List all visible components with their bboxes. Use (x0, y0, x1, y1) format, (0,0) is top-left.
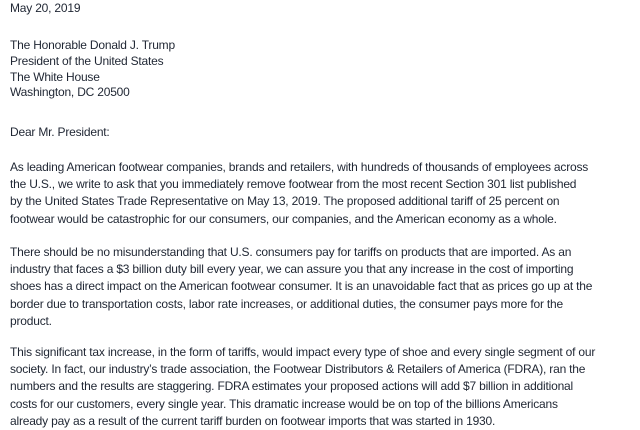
paragraph-line: numbers and the results are staggering. FDRA estimates your proposed actions will add $7 billion in additional (10, 379, 573, 394)
paragraph-line: product. (10, 313, 52, 328)
paragraph-2 (10, 244, 640, 330)
recipient-name: The Honorable Donald J. Trump (10, 38, 175, 52)
paragraph-line: shoes has a direct impact on the American footwear consumer. It is an unavoidable fact that as prices go up at the (10, 279, 593, 294)
recipient-address-line-2: Washington, DC 20500 (10, 85, 130, 100)
paragraph-3 (10, 344, 640, 430)
paragraph-1 (10, 159, 640, 228)
paragraph-line: industry that faces a $3 billion duty bill every year, we can assure you that any increase in the cost of importing (10, 262, 574, 277)
paragraph-line: footwear would be catastrophic for our consumers, our companies, and the American economy as a whole. (10, 211, 557, 226)
recipient-title: President of the United States (10, 53, 164, 68)
paragraph-line: society. In fact, our industry’s trade association, the Footwear Distributors & Retailers of America (FDRA), ran the (10, 362, 586, 377)
recipient-address-block (10, 38, 640, 101)
letter-date-block (10, 0, 640, 17)
paragraph-line: There should be no misunderstanding that U.S. consumers pay for tariffs on products that are imported. As an (10, 245, 572, 259)
recipient-address-line-1: The White House (10, 69, 100, 84)
paragraph-line: already pay as a result of the current tariff burden on footwear imports that was started in 1930. (10, 413, 496, 428)
paragraph-line: costs for our customers, every single year. This dramatic increase would be on top of the billions Americans (10, 396, 558, 411)
salutation: Dear Mr. President: (10, 125, 110, 139)
paragraph-line: border due to transportation costs, labor rate increases, or additional duties, the consumer pays more for the (10, 296, 563, 311)
letter-date: May 20, 2019 (10, 1, 81, 15)
paragraph-line: the U.S., we write to ask that you immediately remove footwear from the most recent Section 301 list published (10, 177, 577, 192)
paragraph-line: by the United States Trade Representative on May 13, 2019. The proposed additional tariff of 25 percent on (10, 194, 560, 209)
salutation-block (10, 124, 640, 141)
paragraph-line: As leading American footwear companies, brands and retailers, with hundreds of thousands of employees across (10, 160, 589, 174)
paragraph-line: This significant tax increase, in the form of tariffs, would impact every type of shoe and every single segment of our (10, 345, 596, 359)
